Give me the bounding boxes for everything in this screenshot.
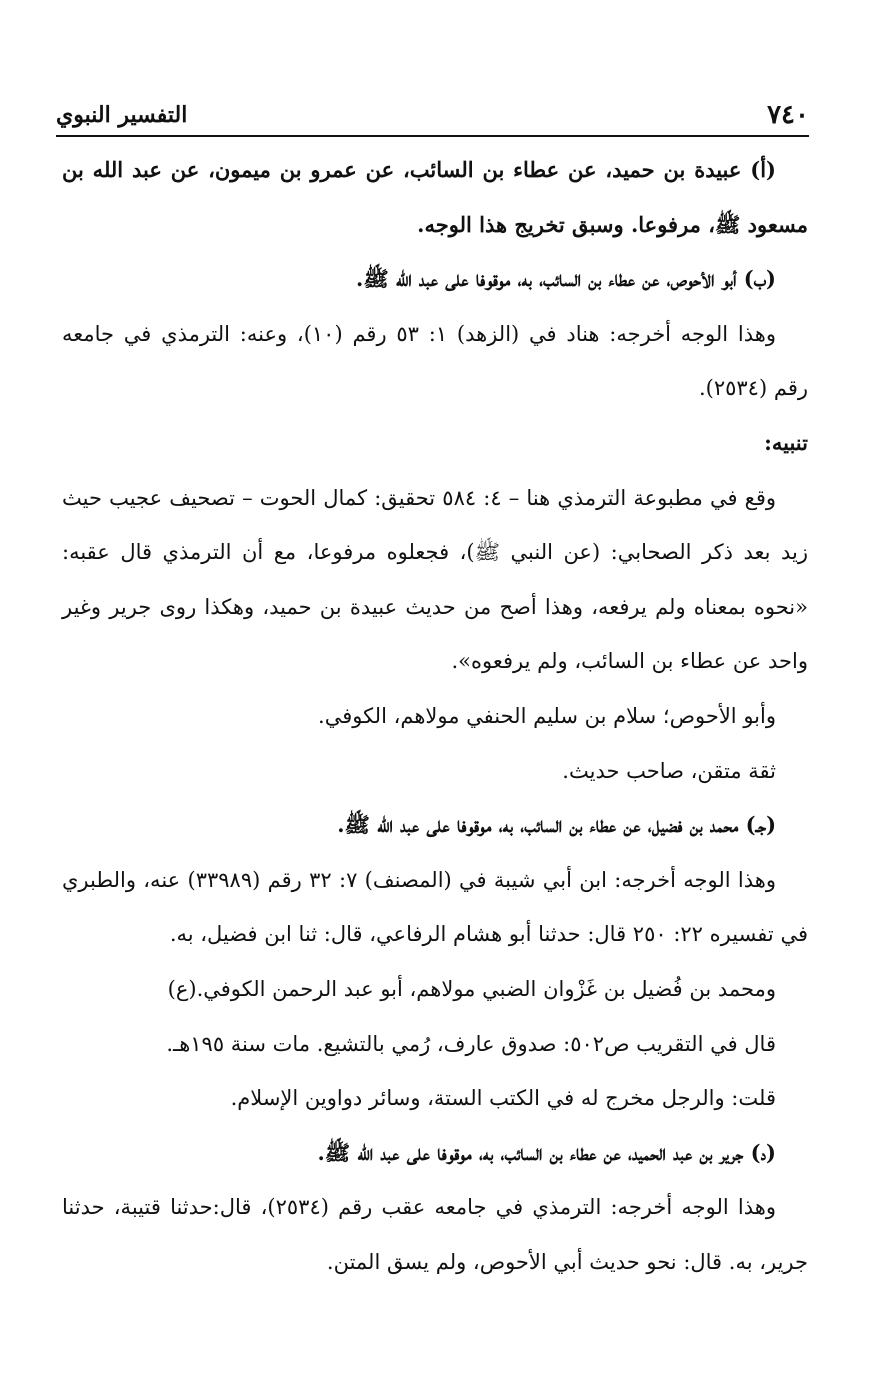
page-header xyxy=(56,100,809,134)
paragraph-takhrij-b: وهذا الوجه أخرجه: هناد في (الزهد) ١: ٥٣ رقم (١٠)، وعنه: الترمذي في جامعه رقم (٢٥٣٤). xyxy=(62,321,808,401)
paragraph-chain-b: (ب) أبو الأحوص، عن عطاء بن السائب، به، موقوفا على عبد الله ﷺ. xyxy=(356,266,776,292)
paragraph-narrator-ibn-fudayl: ومحمد بن فُضيل بن غَزْوان الضبي مولاهم، أبو عبد الرحمن الكوفي.(ع) xyxy=(167,976,776,1001)
paragraph-chain-a: (أ) عبيدة بن حميد، عن عطاء بن السائب، عن عمرو بن ميمون، عن عبد الله بن مسعود ﷺ، مرفوعا. وسبق تخريج هذا الوجه. xyxy=(62,157,808,237)
paragraph-chain-d: (د) جرير بن عبد الحميد، عن عطاء بن السائب، به، موقوفا على عبد الله ﷺ. xyxy=(317,1139,776,1165)
paragraph-narrator-grade: ثقة متقن، صاحب حديث. xyxy=(562,758,776,783)
paragraph-author-comment: قلت: والرجل مخرج له في الكتب الستة، وسائر دواوين الإسلام. xyxy=(230,1086,776,1111)
running-title: التفسير النبوي xyxy=(56,102,188,128)
header-divider xyxy=(56,135,809,137)
paragraph-chain-c: (جـ) محمد بن فضيل، عن عطاء بن السائب، به، موقوفا على عبد الله ﷺ. xyxy=(337,812,776,838)
paragraph-note-body: وقع في مطبوعة الترمذي هنا – ٤: ٥٨٤ تحقيق: كمال الحوت – تصحيف عجيب حيث زيد بعد ذكر الصحابي: (عن النبي ﷺ)، فجعلوه مرفوعا، مع أن الترمذي قال عقبه: «نحوه بمعناه ولم يرفعه، وهذا أصح من حديث عبيدة بن حميد، وهكذا روى جرير وغير واحد عن عطاء بن السائب، ولم يرفعوه». xyxy=(62,485,808,674)
paragraph-takhrij-d: وهذا الوجه أخرجه: الترمذي في جامعه عقب رقم (٢٥٣٤)، قال:حدثنا قتيبة، حدثنا جرير، به. قال: نحو حديث أبي الأحوص، ولم يسق المتن. xyxy=(62,1195,808,1274)
paragraph-takhrij-c: وهذا الوجه أخرجه: ابن أبي شيبة في (المصنف) ٧: ٣٢ رقم (٣٣٩٨٩) عنه، والطبري في تفسيره ٢٢: ٢٥٠ قال: حدثنا أبو هشام الرفاعي، قال: ثنا ابن فضيل، به. xyxy=(62,867,808,947)
page-number: ٧٤٠ xyxy=(767,100,809,130)
paragraph-narrator-abu-al-ahwas: وأبو الأحوص؛ سلام بن سليم الحنفي مولاهم، الكوفي. xyxy=(318,703,776,728)
paragraph-taqrib-quote: قال في التقريب ص٥٠٢: صدوق عارف، رُمي بالتشيع. مات سنة ١٩٥هـ. xyxy=(166,1031,776,1056)
body-text xyxy=(62,143,808,1289)
paragraph-note-heading: تنبيه: xyxy=(764,429,808,455)
